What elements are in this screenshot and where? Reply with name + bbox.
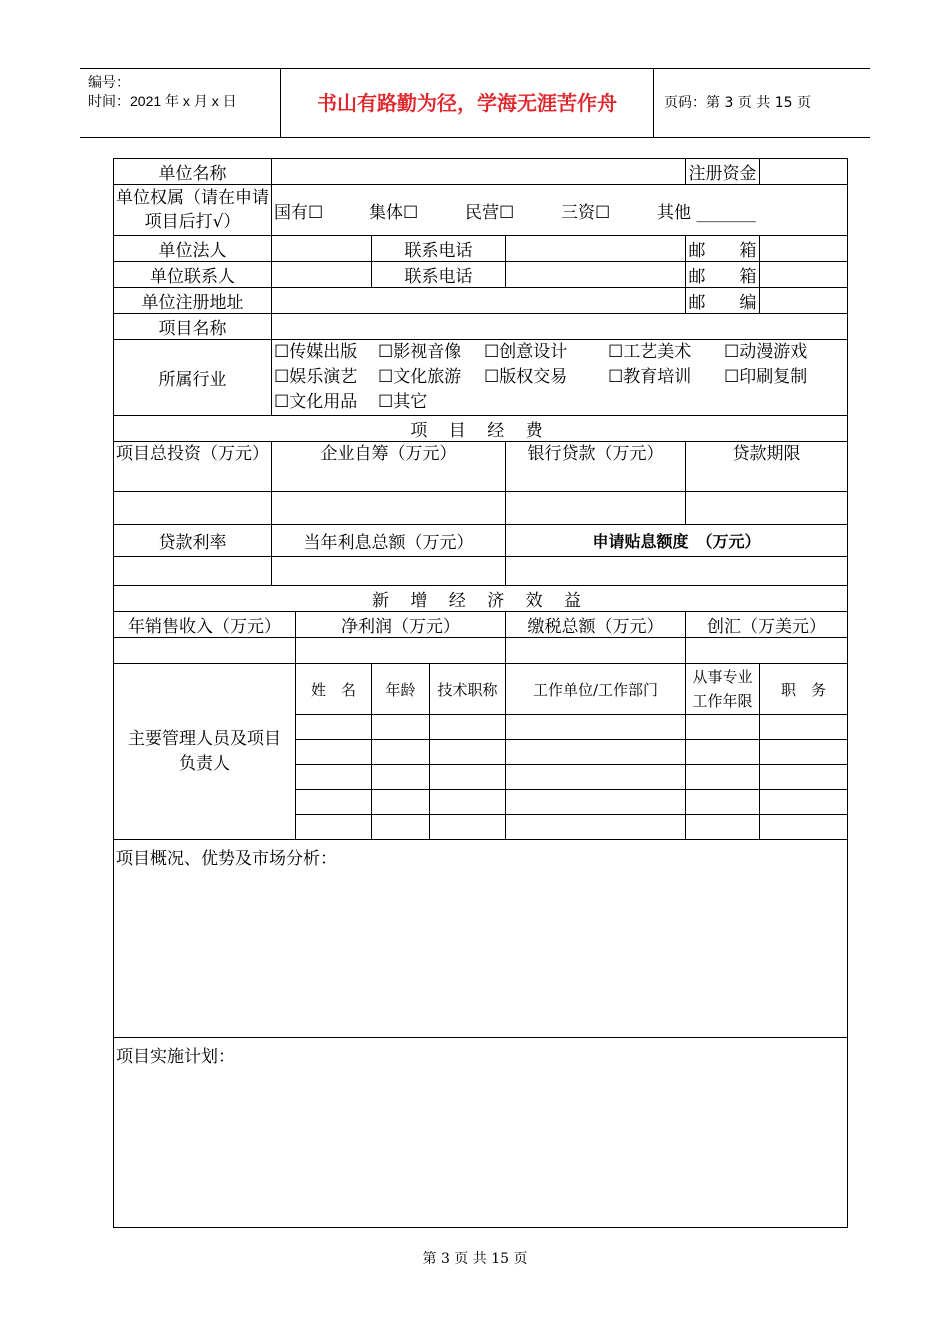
- cell[interactable]: [686, 765, 760, 790]
- legal-phone-field[interactable]: [506, 236, 686, 262]
- loan-term-field[interactable]: [686, 492, 848, 525]
- col-dept: 工作单位/工作部门: [506, 664, 686, 715]
- total-investment-field[interactable]: [114, 492, 272, 525]
- overview-section[interactable]: [114, 840, 848, 1038]
- registered-capital-label: 注册资金: [686, 159, 760, 185]
- project-name-field[interactable]: [272, 314, 848, 340]
- contact-email-field[interactable]: [760, 262, 848, 288]
- cell[interactable]: [760, 740, 848, 765]
- unit-name-label: 单位名称: [114, 159, 272, 185]
- legal-email-label: 邮 箱: [686, 236, 760, 262]
- unit-name-field[interactable]: [272, 159, 686, 185]
- loan-rate-field[interactable]: [114, 557, 272, 586]
- legal-email-field[interactable]: [760, 236, 848, 262]
- ownership-option-foreign[interactable]: 三资☐: [561, 202, 611, 223]
- industry-option-tourism[interactable]: ☐文化旅游: [378, 367, 462, 387]
- industry-label: 所属行业: [114, 340, 272, 416]
- cell[interactable]: [296, 790, 372, 815]
- application-form: [113, 158, 848, 1228]
- cell[interactable]: [430, 765, 506, 790]
- contact-phone-label: 联系电话: [372, 262, 506, 288]
- postcode-label: 邮 编: [686, 288, 760, 314]
- benefit-section-title: 新 增 经 济 效 益: [114, 586, 848, 612]
- cell[interactable]: [430, 740, 506, 765]
- loan-term-label: 贷款期限: [686, 442, 848, 492]
- industry-option-media[interactable]: ☐传媒出版: [274, 342, 358, 362]
- cell[interactable]: [372, 790, 430, 815]
- header-page-info: 页码：第 3 页 共 15 页: [664, 95, 811, 111]
- project-name-label: 项目名称: [114, 314, 272, 340]
- annual-interest-label: 当年利息总额（万元）: [272, 525, 506, 557]
- col-title: 技术职称: [430, 664, 506, 715]
- legal-person-label: 单位法人: [114, 236, 272, 262]
- col-name: 姓 名: [296, 664, 372, 715]
- cell[interactable]: [506, 740, 686, 765]
- cell[interactable]: [296, 715, 372, 740]
- address-label: 单位注册地址: [114, 288, 272, 314]
- col-position: 职 务: [760, 664, 848, 715]
- postcode-field[interactable]: [760, 288, 848, 314]
- subsidy-amount-label: 申请贴息额度 （万元）: [506, 525, 848, 557]
- ownership-label: 单位权属（请在申请项目后打√）: [114, 185, 272, 236]
- col-age: 年龄: [372, 664, 430, 715]
- cell[interactable]: [506, 765, 686, 790]
- plan-label: 项目实施计划：: [116, 1047, 235, 1067]
- bank-loan-field[interactable]: [506, 492, 686, 525]
- funding-section-title: 项 目 经 费: [114, 416, 848, 442]
- self-raised-label: 企业自筹（万元）: [272, 442, 506, 492]
- cell[interactable]: [296, 765, 372, 790]
- registered-capital-field[interactable]: [760, 159, 848, 185]
- cell[interactable]: [296, 815, 372, 840]
- industry-option-design[interactable]: ☐创意设计: [484, 342, 568, 362]
- net-profit-field[interactable]: [296, 638, 506, 664]
- cell[interactable]: [760, 815, 848, 840]
- industry-option-film[interactable]: ☐影视音像: [378, 342, 462, 362]
- cell[interactable]: [506, 790, 686, 815]
- loan-rate-label: 贷款利率: [114, 525, 272, 557]
- page-footer: 第 3 页 共 15 页: [422, 1251, 528, 1267]
- tax-paid-field[interactable]: [506, 638, 686, 664]
- industry-option-printing[interactable]: ☐印刷复制: [724, 367, 808, 387]
- total-investment-label: 项目总投资（万元）: [114, 442, 272, 492]
- cell[interactable]: [372, 815, 430, 840]
- industry-option-copyright[interactable]: ☐版权交易: [484, 367, 568, 387]
- forex-field[interactable]: [686, 638, 848, 664]
- tax-paid-label: 缴税总额（万元）: [506, 612, 686, 638]
- header-meta: [80, 69, 280, 137]
- cell[interactable]: [296, 740, 372, 765]
- net-profit-label: 净利润（万元）: [296, 612, 506, 638]
- industry-option-entertainment[interactable]: ☐娱乐演艺: [274, 367, 358, 387]
- industry-option-education[interactable]: ☐教育培训: [608, 367, 692, 387]
- legal-phone-label: 联系电话: [372, 236, 506, 262]
- annual-sales-field[interactable]: [114, 638, 296, 664]
- annual-sales-label: 年销售收入（万元）: [114, 612, 296, 638]
- ownership-option-other[interactable]: 其他 _______: [657, 202, 756, 223]
- industry-options: [272, 340, 848, 416]
- cell[interactable]: [430, 790, 506, 815]
- document-date: 时间：2021 年 x 月 x 日: [88, 93, 237, 109]
- cell[interactable]: [430, 715, 506, 740]
- contact-person-field[interactable]: [272, 262, 372, 288]
- ownership-option-collective[interactable]: 集体☐: [369, 202, 419, 223]
- cell[interactable]: [372, 715, 430, 740]
- managers-label: 主要管理人员及项目负责人: [114, 664, 296, 840]
- cell[interactable]: [506, 815, 686, 840]
- header-motto: 书山有路勤为径，学海无涯苦作舟: [280, 69, 654, 137]
- col-years: 从事专业工作年限: [686, 664, 760, 715]
- self-raised-field[interactable]: [272, 492, 506, 525]
- cell[interactable]: [760, 790, 848, 815]
- contact-email-label: 邮 箱: [686, 262, 760, 288]
- cell[interactable]: [686, 715, 760, 740]
- cell[interactable]: [506, 715, 686, 740]
- industry-option-animation[interactable]: ☐动漫游戏: [724, 342, 808, 362]
- ownership-option-private[interactable]: 民营☐: [465, 202, 515, 223]
- ownership-option-state[interactable]: 国有☐: [274, 202, 324, 223]
- cell[interactable]: [686, 740, 760, 765]
- industry-option-supplies[interactable]: ☐文化用品: [274, 392, 358, 412]
- overview-label: 项目概况、优势及市场分析：: [116, 849, 337, 869]
- industry-option-other[interactable]: ☐其它: [378, 392, 428, 412]
- cell[interactable]: [686, 790, 760, 815]
- industry-option-crafts[interactable]: ☐工艺美术: [608, 342, 692, 362]
- cell[interactable]: [760, 715, 848, 740]
- contact-person-label: 单位联系人: [114, 262, 272, 288]
- cell[interactable]: [372, 740, 430, 765]
- subsidy-amount-field[interactable]: [506, 557, 848, 586]
- plan-section[interactable]: [114, 1038, 848, 1228]
- annual-interest-field[interactable]: [272, 557, 506, 586]
- ownership-options: [272, 185, 848, 236]
- address-field[interactable]: [272, 288, 686, 314]
- bank-loan-label: 银行贷款（万元）: [506, 442, 686, 492]
- cell[interactable]: [372, 765, 430, 790]
- document-number-label: 编号：: [88, 74, 130, 90]
- contact-phone-field[interactable]: [506, 262, 686, 288]
- cell[interactable]: [760, 765, 848, 790]
- cell[interactable]: [430, 815, 506, 840]
- legal-person-field[interactable]: [272, 236, 372, 262]
- page-header: [80, 68, 870, 138]
- cell[interactable]: [686, 815, 760, 840]
- forex-label: 创汇（万美元）: [686, 612, 848, 638]
